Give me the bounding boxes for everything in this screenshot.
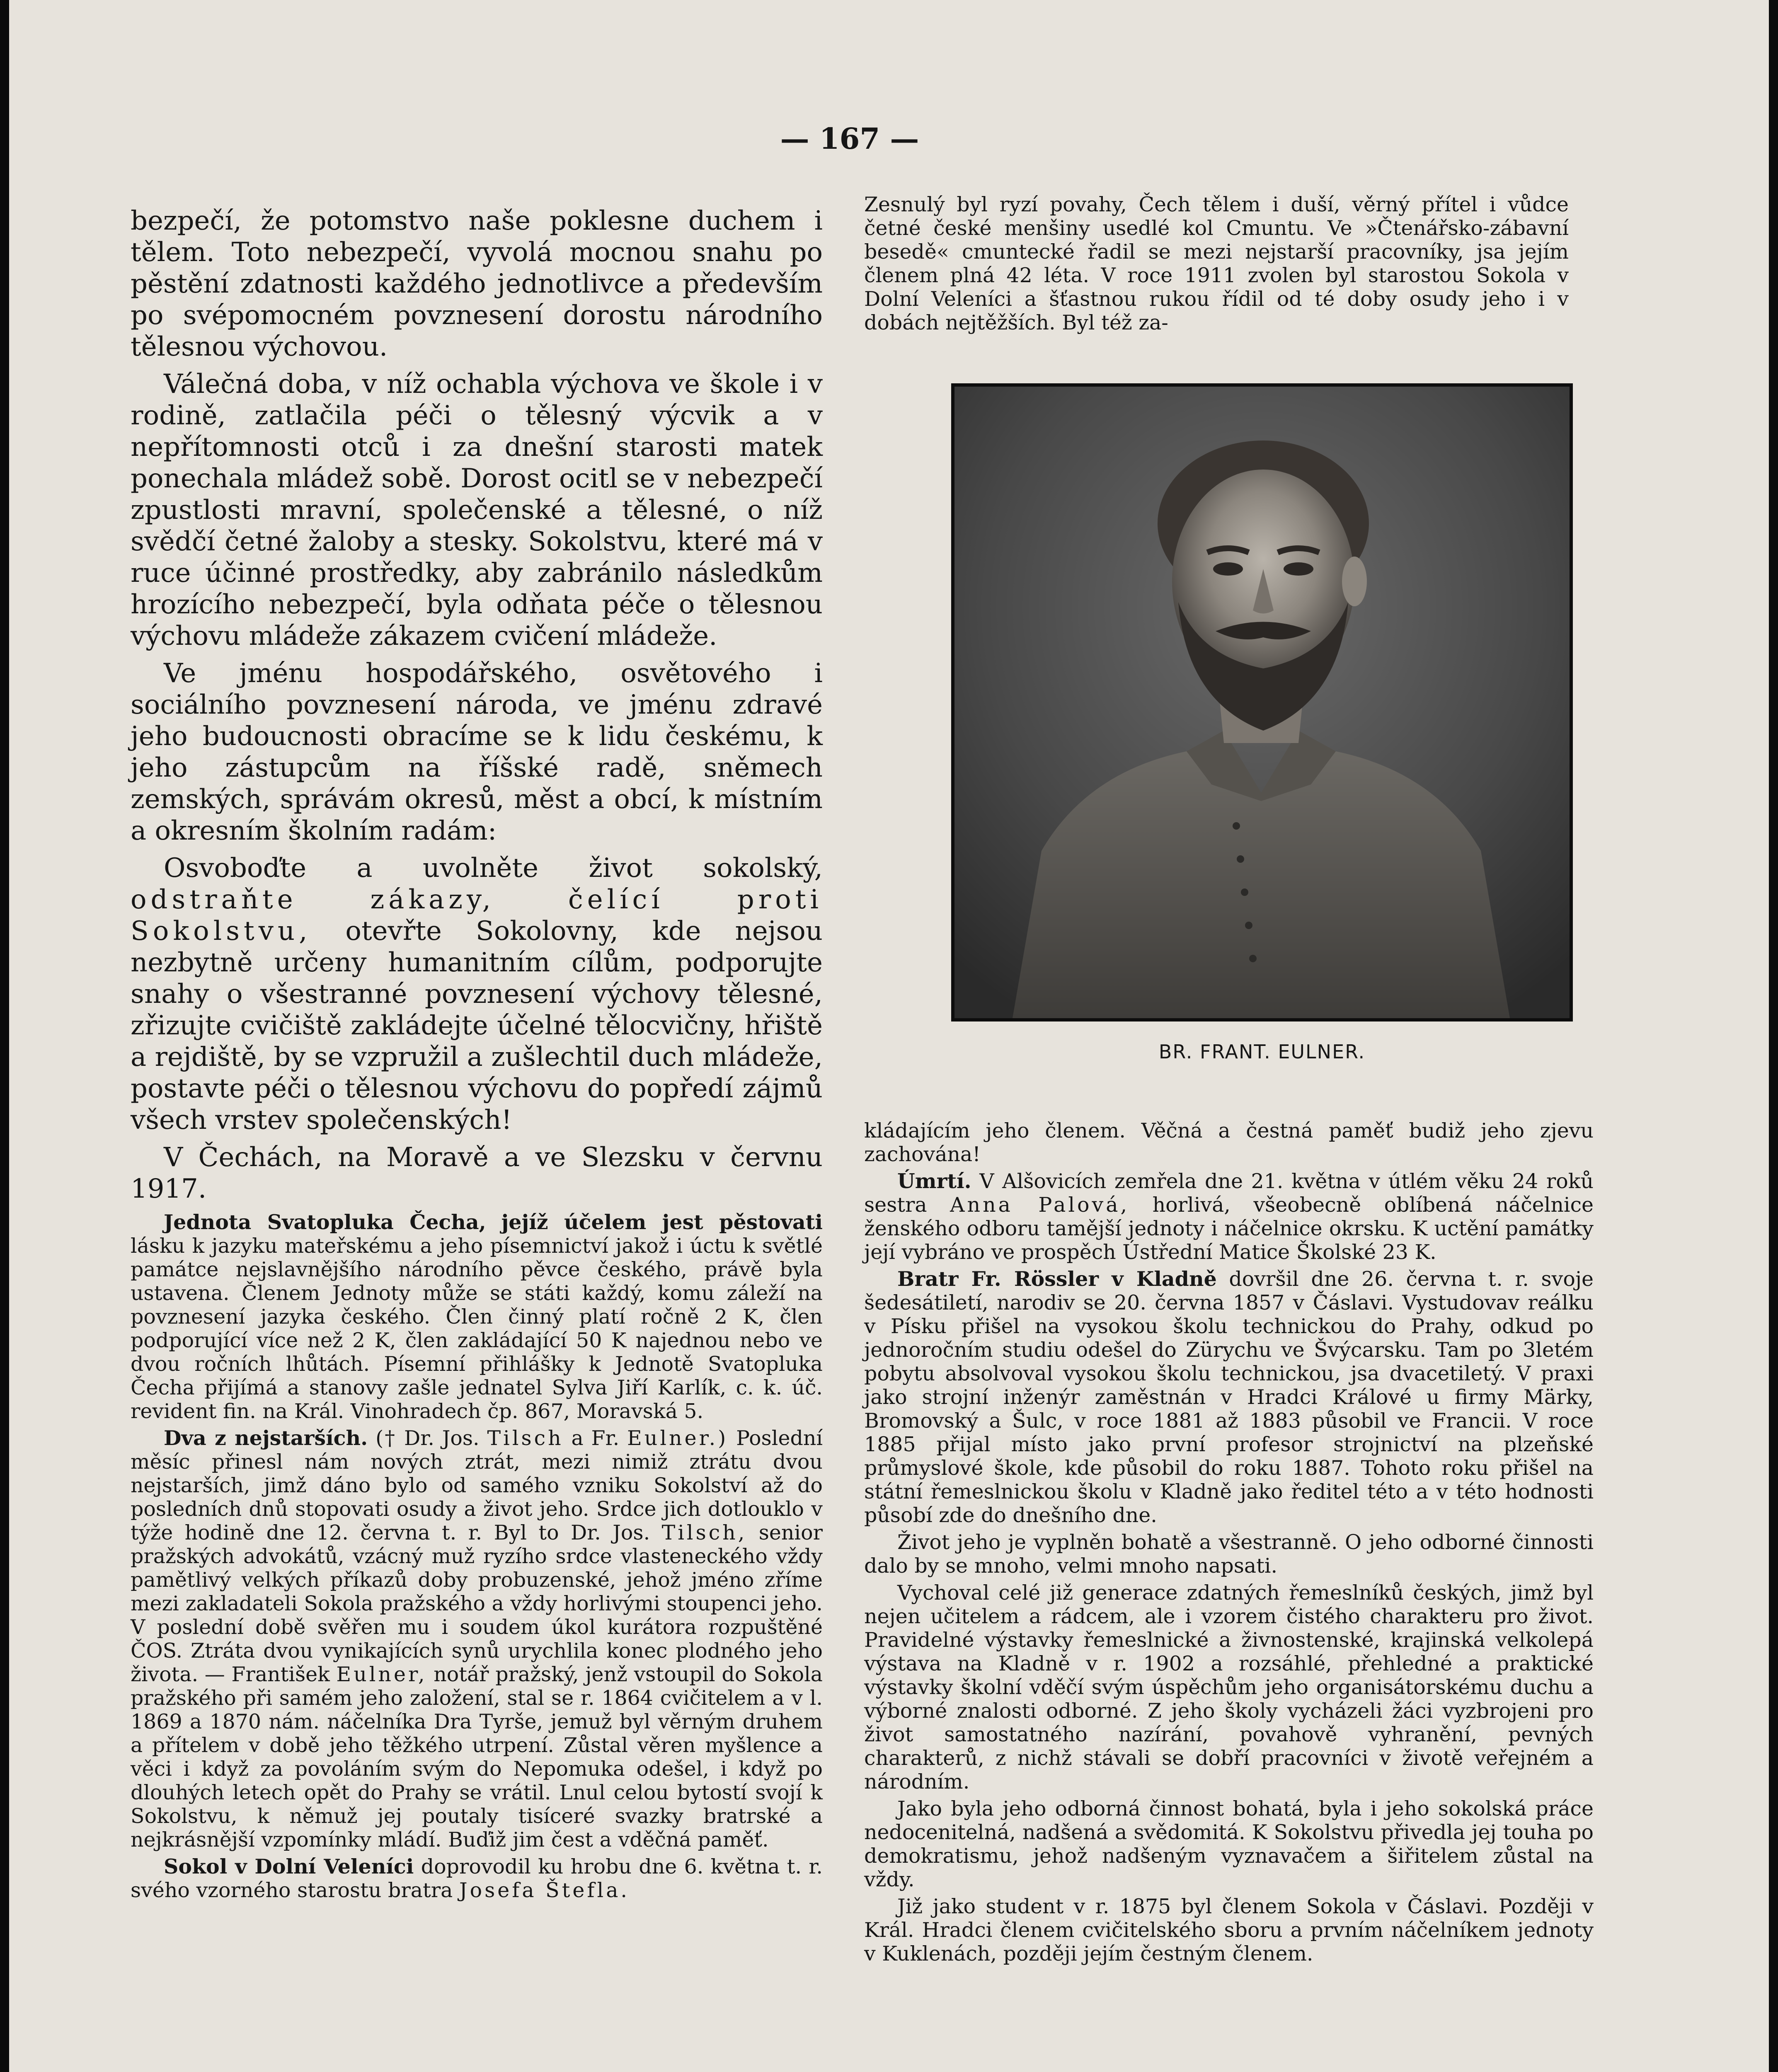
sokol-body: doprovodil ku hrobu dne 6. května t. r. svého vzorného starostu bratra — [131, 1855, 823, 1902]
dva-body-name-1: Tilsch, — [661, 1521, 747, 1544]
sokol-name: Josefa Štefla. — [459, 1878, 630, 1902]
page-number: — 167 — — [780, 121, 919, 156]
dva-body-a: Poslední měsíc přinesl nám nových ztrát, mezi nimiž ztrátu dvou nejstarších, jimž dáno bylo od samého vzniku Sokolství až do posledních dnů stopovati osudy a život jeho. Srdce jich dotlouklo v týže hodině dne 12. června t. r. Byl to Dr. Jos. — [131, 1426, 823, 1544]
umrti-body-a: V Alšovicích zemřela dne 21. května v útlém věku 24 roků sestra — [864, 1169, 1594, 1217]
rossler-lead: Bratr Fr. Rössler v Kladně — [897, 1267, 1217, 1291]
dva-body-b: senior pražských advokátů, vzácný muž ryzího srdce vlasteneckého vždy pamětlivý velkých příkazů doby probuzenské, jehož jméno zříme mezi zakladateli Sokola pražského a vždy horlivými stoupenci jeho. V poslední době svěřen mu i soudem úkol kurátora rozpuštěné ČOS. Ztráta dvou vynikajících synů urychlila konec plodného jeho života. — František — [131, 1521, 823, 1686]
umrti-paragraph — [864, 1169, 1594, 1264]
appeal-intro: Osvoboďte a uvolněte život sokolský, — [164, 853, 823, 884]
appeal-spaced: odstraňte zákazy, čelící proti Sokolstvu, — [131, 884, 823, 946]
sokol-lead: Sokol v Dolní Veleníci — [164, 1854, 414, 1878]
photo-caption: BR. FRANT. EULNER. — [1158, 1041, 1366, 1063]
dva-and: a Fr. — [571, 1426, 620, 1450]
zivot-paragraph: Život jeho je vyplněn bohatě a všestranně. O jeho odborné činnosti dalo by se mnoho, velmi mnoho napsati. — [864, 1530, 1594, 1578]
dva-name-1: Tilsch — [487, 1426, 564, 1450]
jednota-lead-rest: jejíž účelem jest pěstovati — [501, 1210, 823, 1234]
portrait-illustration — [954, 387, 1570, 1018]
umrti-lead: Úmrtí. — [897, 1169, 971, 1193]
rossler-paragraph — [864, 1267, 1594, 1527]
portrait-image — [954, 387, 1570, 1018]
jednota-paragraph — [131, 1210, 823, 1423]
jako-paragraph: Jako byla jeho odborná činnost bohatá, byla i jeho sokolská práce nedocenitelná, nadšená a svědomitá. K Sokolstvu přivedla jej touha po demokratismu, jehož nadšeným vyznavačem a šiřitelem zůstal na vždy. — [864, 1797, 1594, 1891]
left-paragraph-3: Ve jménu hospodářského, osvětového i sociálního povznesení národa, ve jménu zdravé jeho budoucnosti obracíme se k lidu českému, k jeho zástupcům na říšské radě, sněmech zemských, správám okresů, měst a obcí, k místním a okresním školním radám: — [131, 658, 823, 846]
right-top-paragraph: Zesnulý byl ryzí povahy, Čech tělem i duší, věrný přítel i vůdce četné české menšiny usedlé kol Cmuntu. Ve »Čtenářsko-zábavní besedě« cmuntecké řadil se mezi nejstarší pracovníky, jsa jejím členem plná 42 léta. V roce 1911 zvolen byl starostou Sokola v Dolní Veleníci a šťastnou rukou řídil od té doby osudy jeho i v dobách nejtěžších. Byl též za- — [864, 193, 1569, 334]
left-paragraph-1: bezpečí, že potomstvo naše poklesne duchem i tělem. Toto nebezpečí, vyvolá mocnou snahu po pěstění zdatnosti každého jednotlivce a především po svépomocném povznesení dorostu národního tělesnou výchovou. — [131, 206, 823, 362]
jednota-body: lásku k jazyku mateřskému a jeho písemnictví jakož i úctu k světlé památce nejslavnějšího národního pěvce českého, právě byla ustavena. Členem Jednoty může se státi každý, komu záleží na povznesení jazyka českého. Člen činný platí ročně 2 K, člen podporující více než 2 K, člen zakládající 50 K najednou nebo ve dvou ročních lhůtách. Písemní přihlášky k Jednotě Svatopluka Čecha přijímá a stanovy zašle jednatel Sylva Jiří Karlík, c. k. úč. revident fin. na Král. Vinohradech čp. 867, Moravská 5. — [131, 1234, 823, 1423]
portrait-photo — [951, 383, 1573, 1021]
appeal-rest: otevřte Sokolovny, kde nejsou nezbytně určeny humanitním cílům, podporujte snahy o všestranné povznesení výchovy tělesné, zřizujte cvičiště zakládejte účelné tělocvičny, hřiště a rejdiště, by se vzpružil a zušlechtil duch mládeže, postavte péči o tělesnou výchovu do popředí zájmů všech vrstev společenských! — [131, 916, 823, 1135]
dva-lead: Dva z nejstarších. — [164, 1426, 368, 1450]
jiz-paragraph: Již jako student v r. 1875 byl členem Sokola v Čáslavi. Později v Král. Hradci členem cvičitelského sboru a prvním náčelníkem jednoty v Kuklenách, později jejím čestným členem. — [864, 1895, 1594, 1965]
dva-paren-open: († Dr. Jos. — [375, 1426, 480, 1450]
dva-paragraph — [131, 1426, 823, 1852]
dva-body-name-2: Eulner, — [336, 1663, 427, 1686]
left-paragraph-4 — [131, 852, 823, 1136]
right-column-bottom — [864, 1119, 1594, 1969]
left-paragraph-2: Válečná doba, v níž ochabla výchova ve škole i v rodině, zatlačila péči o tělesný výcvik a v nepřítomnosti otců i za dnešní starosti matek ponechala mládež sobě. Dorost ocitl se v nebezpečí zpustlosti mravní, společenské a tělesné, o níž svědčí četné žaloby a stesky. Sokolstvu, které má v ruce účinné prostředky, aby zabránilo následkům hrozícího nebezpečí, byla odňata péče o tělesnou výchovu mládeže zákazem cvičení mládeže. — [131, 369, 823, 651]
left-column — [131, 205, 823, 1905]
vychoval-paragraph: Vychoval celé již generace zdatných řemeslníků českých, jimž byl nejen učitelem a rádcem, ale i vzorem čistého charakteru pro život. Pravidelné výstavky řemeslnické a živnostenské, krajinská velkolepá výstava na Kladně v r. 1902 a rozsáhlé, přehledné a praktické výstavky školní vděčí svým úspěchům jeho organisátorskému duchu a výborné znalosti odborné. Z jeho školy vycházeli žáci vyzbrojeni pro život samostatného nazírání, povahově vyhranění, pevných charakterů, z nichž stávali se dobří pracovníci v životě veřejném a národním. — [864, 1581, 1594, 1794]
sokol-paragraph — [131, 1855, 823, 1902]
jednota-lead: Jednota Svatopluka Čecha, — [164, 1210, 486, 1234]
umrti-body-b: horlivá, všeobecně oblíbená náčelnice ženského odboru tamější jednoty i náčelnice okrsku. K uctění památky její vybráno ve prospěch Ústřední Matice Školské 23 K. — [864, 1193, 1594, 1264]
rossler-body: dovršil dne 26. června t. r. svoje šedesátiletí, narodiv se 20. června 1857 v Čáslavi. Vystudovav reálku v Písku přišel na vysokou školu technickou do Prahy, odkud po jednoročním studiu odešel do Zürychu ve Švýcarsku. Tam po 3letém pobytu absolvoval vysokou školu technickou, jsa dvacetiletý. V praxi jako strojní inženýr zaměstnán v Hradci Králové u firmy Märky, Bromovský a Šulc, v roce 1881 až 1883 působil ve Francii. V roce 1885 přijal místo jako první profesor strojnictví na plzeňské průmyslové škole, kde působil do roku 1887. Tohoto roku přišel na státní řemeslnickou školu v Kladně jako ředitel této a v této hodnosti působí zde do dnešního dne. — [864, 1267, 1594, 1527]
left-paragraph-5: V Čechách, na Moravě a ve Slezsku v červnu 1917. — [131, 1142, 823, 1204]
umrti-name: Anna Palová, — [950, 1193, 1130, 1217]
dva-body-c: notář pražský, jenž vstoupil do Sokola pražského při samém jeho založení, stal se r. 1864 cvičitelem a v l. 1869 a 1870 nám. náčelníka Dra Tyrše, jemuž byl věrným druhem a přítelem v době jeho těžkého utrpení. Zůstal věren myšlence a věci i když za povoláním svým do Nepomuka odešel, i když po dlouhých letech opět do Prahy se vrátil. Lnul celou bytostí svojí k Sokolstvu, k němuž jej poutaly tisíceré svazky bratrské a nejkrásnější vzpomínky mládí. Buďiž jim čest a vděčná paměť. — [131, 1663, 823, 1852]
after-photo-paragraph: kládajícím jeho členem. Věčná a čestná paměť budiž jeho zjevu zachována! — [864, 1119, 1594, 1166]
right-column-top — [864, 193, 1569, 338]
dva-name-2: Eulner.) — [627, 1426, 729, 1450]
